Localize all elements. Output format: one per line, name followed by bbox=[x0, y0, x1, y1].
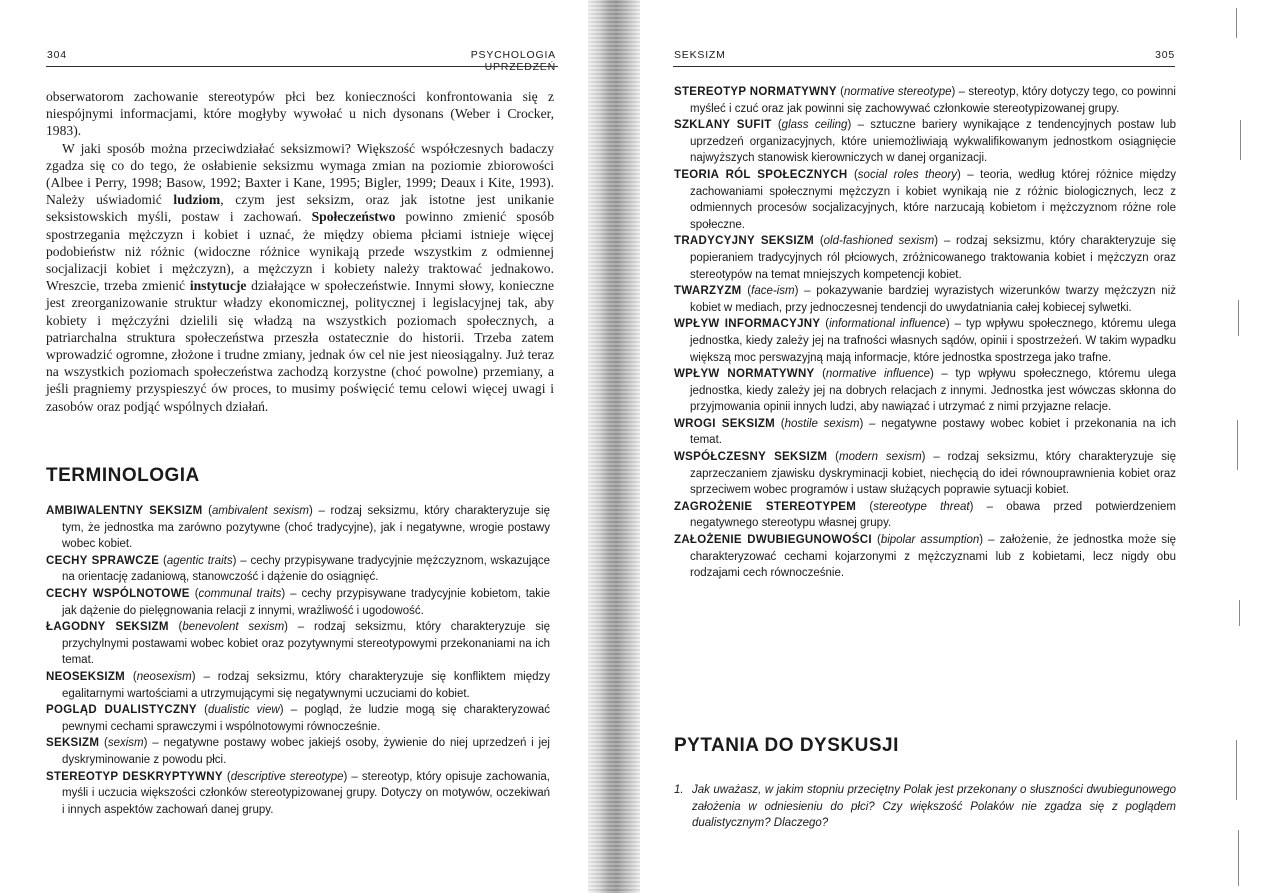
glossary-term: SEKSIZM bbox=[46, 737, 100, 750]
glossary-english: ambivalent sexism bbox=[211, 505, 309, 517]
page-number-right: 305 bbox=[1155, 49, 1175, 61]
glossary-entry: NEOSEKSIZM (neosexism) – rodzaj seksizmu, który charakteryzuje się konfliktem między egalitarnymi wartościami a utrzymującymi się negatywnymi uczuciami do kobiet. bbox=[46, 670, 551, 700]
glossary-term: STEREOTYP DESKRYPTYWNY bbox=[46, 770, 223, 783]
glossary-english: normative influence bbox=[825, 368, 930, 381]
glossary-definition: rodzaj seksizmu, który charakteryzuje się przychylnymi postawami wobec kobiet oraz pozytywnymi stereotypowymi przekonaniami na ich temat. bbox=[62, 621, 550, 667]
glossary-term: WPŁYW INFORMACYJNY bbox=[674, 318, 821, 331]
glossary-english: benevolent sexism bbox=[182, 621, 285, 634]
section-title-pytania: PYTANIA DO DYSKUSJI bbox=[674, 735, 899, 756]
glossary-term: CECHY SPRAWCZE bbox=[46, 554, 160, 567]
glossary-english: sexism bbox=[107, 737, 144, 750]
keyword-spoleczenstwo: Społeczeństwo bbox=[311, 209, 396, 225]
glossary-english: glass ceiling bbox=[781, 119, 848, 132]
glossary-english: agentic traits bbox=[166, 554, 233, 567]
running-head-right: SEKSIZM bbox=[674, 49, 726, 61]
glossary-english: informational influence bbox=[829, 318, 946, 331]
glossary-english: bipolar assumption bbox=[880, 534, 980, 547]
glossary-english: communal traits bbox=[198, 587, 282, 600]
glossary-english: face-ism bbox=[751, 285, 795, 298]
glossary-entry: TRADYCYJNY SEKSIZM (old-fashioned sexism) – rodzaj seksizmu, który charakteryzuje się popieraniem tradycyjnych ról płciowych, zróżnicowanego traktowania kobiet i mężczyzn oraz stereotypów na temat mniejszych kompetencji kobiet. bbox=[674, 235, 1176, 281]
glossary-entry: WPŁYW INFORMACYJNY (informational influence) – typ wpływu społecznego, któremu ulega jednostka, kiedy zależy jej na trafności własnych sądów, opinii i spostrzeżeń. W takim wypadku większą moc perswazyjną mają informacje, które jednostka spostrzega jako trafne. bbox=[674, 318, 1176, 364]
glossary-definition: pogląd, że ludzie mogą się charakteryzować pewnymi cechami sprawczymi i wspólnotowymi równocześnie. bbox=[62, 704, 550, 733]
glossary-definition: negatywne postawy wobec kobiet i przekonania na ich temat. bbox=[690, 417, 1177, 447]
glossary-entry: ZAŁOŻENIE DWUBIEGUNOWOŚCI (bipolar assumption) – założenie, że jednostka może się charakteryzować cechami kojarzonymi z mężczyznami lub z kobietami, lecz nigdy obu rodzajami cech równocześnie. bbox=[674, 534, 1177, 580]
book-gutter bbox=[588, 0, 640, 893]
glossary-english: stereotype threat bbox=[873, 500, 970, 513]
glossary-definition: stereotyp, który dotyczy tego, co powinni myśleć i czuć oraz jak powinni się zachowywać członkowie stereotypizowanej grupy. bbox=[690, 86, 1176, 115]
glossary-entry: ŁAGODNY SEKSIZM (benevolent sexism) – rodzaj seksizmu, który charakteryzuje się przychylnymi postawami wobec kobiet oraz pozytywnymi stereotypowymi przekonaniami na ich temat. bbox=[46, 621, 550, 667]
glossary-term: TRADYCYJNY SEKSIZM bbox=[674, 235, 815, 248]
glossary-english: modern sexism bbox=[839, 451, 922, 464]
glossary-term: WROGI SEKSIZM bbox=[674, 417, 776, 430]
question-text: Jak uważasz, w jakim stopniu przeciętny Polak jest przekonany o słuszności dwubiegunowego założenia w odniesieniu do płci? Czy większość Polaków nie zgadza się z poglądem dualistycznym? Dlaczego? bbox=[692, 784, 1176, 830]
glossary-definition: typ wpływu społecznego, któremu ulega jednostka, kiedy zależy jej na trafności własnych sądów, opinii i spostrzeżeń. W takim wypadku większą moc perswazyjną mają informacje, które jednostka spostrzega jako trafne. bbox=[690, 318, 1176, 364]
glossary-entry: SEKSIZM (sexism) – negatywne postawy wobec jakiejś osoby, żywienie do niej uprzedzeń i jej dyskryminowanie z powodu płci. bbox=[46, 737, 550, 766]
glossary-english: hostile sexism bbox=[784, 417, 860, 430]
glossary-definition: rodzaj seksizmu, który charakteryzuje się tym, że jednostka ma zarówno pozytywne (choć tradycyjne), jak i negatywne, wrogie postawy wobec kobiet. bbox=[62, 505, 550, 551]
glossary-entry: WSPÓŁCZESNY SEKSIZM (modern sexism) – rodzaj seksizmu, który charakteryzuje się zaprzeczaniem zjawisku dyskryminacji kobiet, niechęcią do idei równouprawnienia kobiet oraz sprzeciwem wobec programów i ustaw służących poprawie sytuacji kobiet. bbox=[674, 451, 1176, 497]
glossary-entry: SZKLANY SUFIT (glass ceiling) – sztuczne bariery wynikające z tendencyjnych postaw lub uprzedzeń organizacyjnych, które uniemożliwiają wykwalifikowanym jednostkom osiągnięcie najwyższych stanowisk kierowniczych w danej organizacji. bbox=[674, 119, 1176, 165]
paragraph-1: obserwatorom zachowanie stereotypów płci bez konieczności konfrontowania się z niespójnymi informacjami, które mogłyby wywołać u nich dysonans (Weber i Crocker, 1983). bbox=[46, 89, 554, 139]
glossary-definition: rodzaj seksizmu, który charakteryzuje się zaprzeczaniem zjawisku dyskryminacji kobiet, niechęcią do idei równouprawnienia kobiet oraz sprzeciwem wobec programów i ustaw służących poprawie sytuacji kobiet. bbox=[690, 451, 1176, 497]
glossary-definition: rodzaj seksizmu, który charakteryzuje się konfliktem między egalitarnymi wartościami a utrzymującymi się negatywnymi uczuciami do kobiet. bbox=[62, 670, 551, 700]
glossary-entry: CECHY WSPÓLNOTOWE (communal traits) – cechy przypisywane tradycyjnie kobietom, takie jak dążenie do pielęgnowania relacji z innymi, wrażliwość i ugodowość. bbox=[46, 587, 551, 617]
page-edge-mark bbox=[1238, 830, 1239, 886]
glossary-term: SZKLANY SUFIT bbox=[674, 119, 772, 132]
glossary-term: WPŁYW NORMATYWNY bbox=[674, 368, 815, 381]
header-rule-right bbox=[673, 66, 1175, 67]
glossary-entry: WPŁYW NORMATYWNY (normative influence) – typ wpływu społecznego, któremu ulega jednostka, kiedy zależy jej na dobrych relacjach z innymi. Jednostka jest wówczas skłonna do przyjmowania opinii innych ludzi, aby nawiązać i utrzymać z nimi przyjazne relacje. bbox=[674, 368, 1176, 414]
glossary-term: NEOSEKSIZM bbox=[46, 670, 126, 683]
glossary-english: descriptive stereotype bbox=[230, 770, 344, 783]
keyword-instytucje: instytucje bbox=[189, 278, 247, 294]
right-page bbox=[640, 0, 1264, 893]
page-edge-mark bbox=[1240, 120, 1241, 160]
paragraph-2: W jaki sposób można przeciwdziałać seksizmowi? Większość współczesnych badaczy zgadza się co do tego, że osłabienie seksizmu wymaga zmian na poziomie zbiorowości (Albee i Perry, 1998; Basow, 1992; Baxter i Kane, 1995; Bigler, 1999; Deaux i Kite, 1993). Należy uświadomić ludziom, czym jest seksizm, oraz jak istotne jest unikanie seksistowskich myśli, postaw i zachowań. Społeczeństwo powinno zmienić sposób spostrzegania mężczyzn i kobiet i uznać, że między obiema płciami istnieje więcej podobieństw niż różnic (widoczne różnice wynikają przede wszystkim z odmiennej socjalizacji kobiet i mężczyzn), a mężczyzn i kobiety należy traktować jednakowo. Wreszcie, trzeba zmienić instytucje działające w społeczeństwie. Innymi słowy, konieczne jest zreorganizowanie struktur władzy ekonomicznej, politycznej i legislacyjnej tak, aby kobiety i mężczyźni dzielili się władzą na wszystkich poziomach społecznych, a patriarchalna struktura społeczeństwa przeszła ostatecznie do historii. Trzeba zatem wprowadzić ogromne, złożone i trudne zmiany, jednak ów cel nie jest nieosiągalny. Już teraz na wszystkich poziomach społeczeństwa zachodzą korzystne (choć powolne) przemiany, a jeśli pragniemy przyspieszyć ów proces, to musimy poświęcić temu celowi więcej uwagi i zasobów oraz podjąć wspólnych działań. bbox=[46, 140, 555, 414]
glossary-entry: TWARZYZM (face-ism) – pokazywanie bardziej wyrazistych wizerunków twarzy mężczyzn niż kobiet w mediach, przy jednoczesnej tendencji do uwydatniania całej kobiecej sylwetki. bbox=[674, 285, 1177, 314]
glossary-term: AMBIWALENTNY SEKSIZM bbox=[46, 505, 203, 517]
glossary-definition: założenie, że jednostka może się charakteryzować cechami kojarzonymi z mężczyznami lub z kobietami, lecz nigdy obu rodzajami cech równocześnie. bbox=[690, 534, 1177, 580]
header-rule-left bbox=[46, 66, 558, 67]
page-edge-mark bbox=[1236, 8, 1237, 38]
glossary-definition: cechy przypisywane tradycyjnie kobietom, takie jak dążenie do pielęgnowania relacji z innymi, wrażliwość i ugodowość. bbox=[62, 587, 551, 617]
glossary-definition: typ wpływu społecznego, któremu ulega jednostka, kiedy zależy jej na dobrych relacjach z innymi. Jednostka jest wówczas skłonna do przyjmowania opinii innych ludzi, aby nawiązać i utrzymać z nimi przyjazne relacje. bbox=[690, 368, 1176, 414]
glossary-definition: sztuczne bariery wynikające z tendencyjnych postaw lub uprzedzeń organizacyjnych, które uniemożliwiają wykwalifikowanym jednostkom osiągnięcie najwyższych stanowisk kierowniczych w danej organizacji. bbox=[690, 119, 1176, 165]
page-number-left: 304 bbox=[47, 49, 67, 61]
glossary-entry: STEREOTYP NORMATYWNY (normative stereotype) – stereotyp, który dotyczy tego, co powinni myśleć i czuć oraz jak powinni się zachowywać członkowie stereotypizowanej grupy. bbox=[674, 86, 1176, 115]
glossary-right bbox=[674, 84, 1176, 582]
glossary-definition: rodzaj seksizmu, który charakteryzuje się popieraniem tradycyjnych ról płciowych, zróżnicowanego traktowania kobiet i mężczyzn oraz stereotypów na temat mniejszych kompetencji kobiet. bbox=[690, 235, 1176, 281]
glossary-entry: STEREOTYP DESKRYPTYWNY (descriptive stereotype) – stereotyp, który opisuje zachowania, myśli i uczucia większości członków stereotypizowanej grupy. Dotyczy on motywów, oczekiwań i innych aspektów zachowań danej grupy. bbox=[46, 770, 550, 816]
glossary-english: old-fashioned sexism bbox=[823, 235, 935, 248]
glossary-entry: WROGI SEKSIZM (hostile sexism) – negatywne postawy wobec kobiet i przekonania na ich temat. bbox=[674, 417, 1177, 447]
glossary-english: social roles theory bbox=[857, 168, 957, 181]
glossary-term: WSPÓŁCZESNY SEKSIZM bbox=[674, 451, 828, 464]
discussion-question bbox=[674, 782, 1176, 832]
glossary-entry: TEORIA RÓL SPOŁECZNYCH (social roles theory) – teoria, według której różnice między zachowaniami społecznymi mężczyzn i kobiet wynikają nie z różnic biologicznych, lecz z odmiennych procesów socjalizacyjnych, które narzucają kobietom i mężczyznom różne role społeczne. bbox=[674, 168, 1176, 231]
glossary-entry: CECHY SPRAWCZE (agentic traits) – cechy przypisywane tradycyjnie mężczyznom, wskazujące na orientację zadaniową, stanowczość i dążenie do osiągnięć. bbox=[46, 554, 550, 584]
glossary-term: POGLĄD DUALISTYCZNY bbox=[46, 704, 197, 717]
glossary-definition: cechy przypisywane tradycyjnie mężczyznom, wskazujące na orientację zadaniową, stanowczość i dążenie do osiągnięć. bbox=[62, 554, 550, 584]
running-head-left: PSYCHOLOGIA UPRZEDZEŃ bbox=[470, 49, 556, 73]
glossary-term: TEORIA RÓL SPOŁECZNYCH bbox=[674, 168, 848, 181]
glossary-definition: obawa przed potwierdzeniem negatywnego stereotypu własnej grupy. bbox=[690, 500, 1176, 530]
keyword-ludziom: ludziom bbox=[173, 192, 221, 208]
glossary-definition: teoria, według której różnice między zachowaniami społecznymi mężczyzn i kobiet wynikają nie z różnic biologicznych, lecz z odmiennych procesów socjalizacyjnych, które narzucają kobietom i mężczyznom różne role społeczne. bbox=[690, 168, 1176, 231]
glossary-term: STEREOTYP NORMATYWNY bbox=[674, 86, 837, 98]
page-edge-mark bbox=[1238, 300, 1239, 336]
glossary-definition: pokazywanie bardziej wyrazistych wizerunków twarzy mężczyzn niż kobiet w mediach, przy jednoczesnej tendencji do uwydatniania całej kobiecej sylwetki. bbox=[690, 285, 1177, 314]
questions-list bbox=[674, 782, 1176, 832]
left-page bbox=[0, 0, 590, 893]
glossary-term: CECHY WSPÓLNOTOWE bbox=[46, 587, 190, 600]
question-number: 1. bbox=[674, 784, 684, 796]
glossary-left bbox=[46, 503, 550, 818]
glossary-definition: negatywne postawy wobec jakiejś osoby, żywienie do niej uprzedzeń i jej dyskryminowanie z powodu płci. bbox=[62, 737, 550, 766]
glossary-entry: AMBIWALENTNY SEKSIZM (ambivalent sexism) – rodzaj seksizmu, który charakteryzuje się tym, że jednostka ma zarówno pozytywne (choć tradycyjne), jak i negatywne, wrogie postawy wobec kobiet. bbox=[46, 505, 550, 551]
glossary-term: TWARZYZM bbox=[674, 285, 742, 298]
glossary-term: ŁAGODNY SEKSIZM bbox=[46, 621, 169, 634]
page-edge-mark bbox=[1237, 420, 1238, 470]
glossary-english: neosexism bbox=[136, 670, 192, 683]
glossary-term: ZAŁOŻENIE DWUBIEGUNOWOŚCI bbox=[674, 534, 872, 547]
page-edge-mark bbox=[1236, 740, 1237, 800]
body-text-left bbox=[46, 88, 554, 415]
glossary-entry: POGLĄD DUALISTYCZNY (dualistic view) – pogląd, że ludzie mogą się charakteryzować pewnymi cechami sprawczymi i wspólnotowymi równocześnie. bbox=[46, 704, 550, 733]
page-edge-mark bbox=[1239, 600, 1240, 626]
glossary-entry: ZAGROŻENIE STEREOTYPEM (stereotype threat) – obawa przed potwierdzeniem negatywnego stereotypu własnej grupy. bbox=[674, 500, 1176, 530]
glossary-term: ZAGROŻENIE STEREOTYPEM bbox=[674, 500, 857, 513]
glossary-english: normative stereotype bbox=[844, 86, 952, 98]
section-title-terminologia: TERMINOLOGIA bbox=[46, 465, 200, 486]
glossary-english: dualistic view bbox=[207, 704, 280, 717]
glossary-definition: stereotyp, który opisuje zachowania, myśli i uczucia większości członków stereotypizowanej grupy. Dotyczy on motywów, oczekiwań i innych aspektów zachowań danej grupy. bbox=[62, 770, 550, 816]
